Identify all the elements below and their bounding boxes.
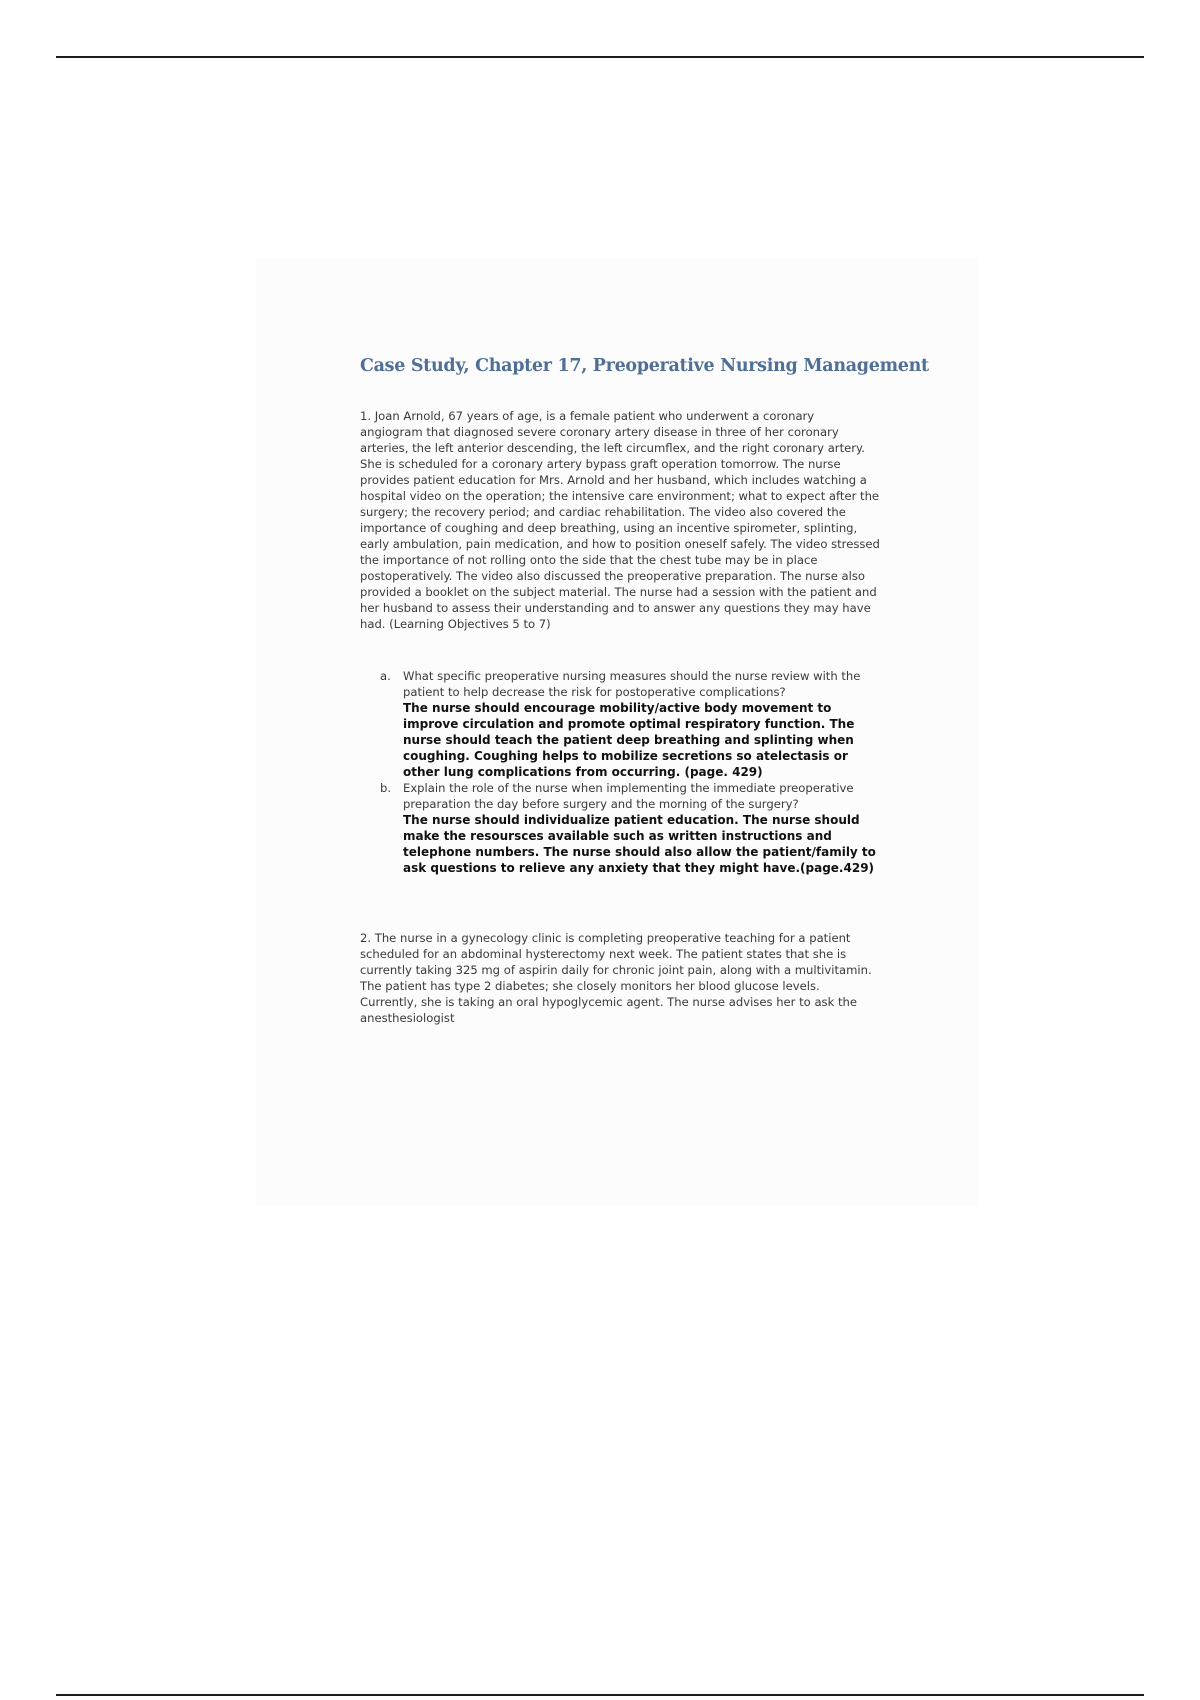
question-text: Explain the role of the nurse when implementing the immediate preoperative preparation the day before surgery and the morning of the surgery? [403, 781, 854, 811]
question-item-b [360, 780, 880, 876]
answer-text: The nurse should encourage mobility/active body movement to improve circulation and promote optimal respiratory function. The nurse should teach the patient deep breathing and splinting when coughing. Coughing helps to mobilize secretions so atelectasis or other lung complications from occurring. (page. 429) [403, 701, 855, 779]
case-study-1-paragraph: 1. Joan Arnold, 67 years of age, is a female patient who underwent a coronary angiogram that diagnosed severe coronary artery disease in three of her coronary arteries, the left anterior descending, the left circumflex, and the right coronary artery. She is scheduled for a coronary artery bypass graft operation tomorrow. The nurse provides patient education for Mrs. Arnold and her husband, which includes watching a hospital video on the operation; the intensive care environment; what to expect after the surgery; the recovery period; and cardiac rehabilitation. The video also covered the importance of coughing and deep breathing, using an incentive spirometer, splinting, early ambulation, pain medication, and how to position oneself safely. The video stressed the importance of not rolling onto the side that the chest tube may be in place postoperatively. The video also discussed the preoperative preparation. The nurse also provided a booklet on the subject material. The nurse had a session with the patient and her husband to assess their understanding and to answer any questions they may have had. (Learning Objectives 5 to 7) [360, 409, 880, 631]
question-marker: a. [380, 669, 391, 683]
question-text: What specific preoperative nursing measures should the nurse review with the patient to help decrease the risk for postoperative complications? [403, 669, 861, 699]
case-study-2-paragraph: 2. The nurse in a gynecology clinic is completing preoperative teaching for a patient scheduled for an abdominal hysterectomy next week. The patient states that she is currently taking 325 mg of aspirin daily for chronic joint pain, along with a multivitamin. The patient has type 2 diabetes; she closely monitors her blood glucose levels. Currently, she is taking an oral hypoglycemic agent. The nurse advises her to ask the anesthesiologist [360, 931, 872, 1025]
question-item-a [360, 668, 880, 780]
answer-text: The nurse should individualize patient education. The nurse should make the resoursces available such as written instructions and telephone numbers. The nurse should also allow the patient/family to ask questions to relieve any anxiety that they might have.(page.429) [403, 813, 876, 875]
top-page-rule [56, 56, 1144, 58]
bottom-page-rule [56, 1694, 1144, 1696]
document-content [360, 356, 929, 1026]
case-study-1-questions [360, 668, 880, 876]
document-title: Case Study, Chapter 17, Preoperative Nursing Management [360, 356, 929, 376]
question-marker: b. [380, 781, 392, 795]
